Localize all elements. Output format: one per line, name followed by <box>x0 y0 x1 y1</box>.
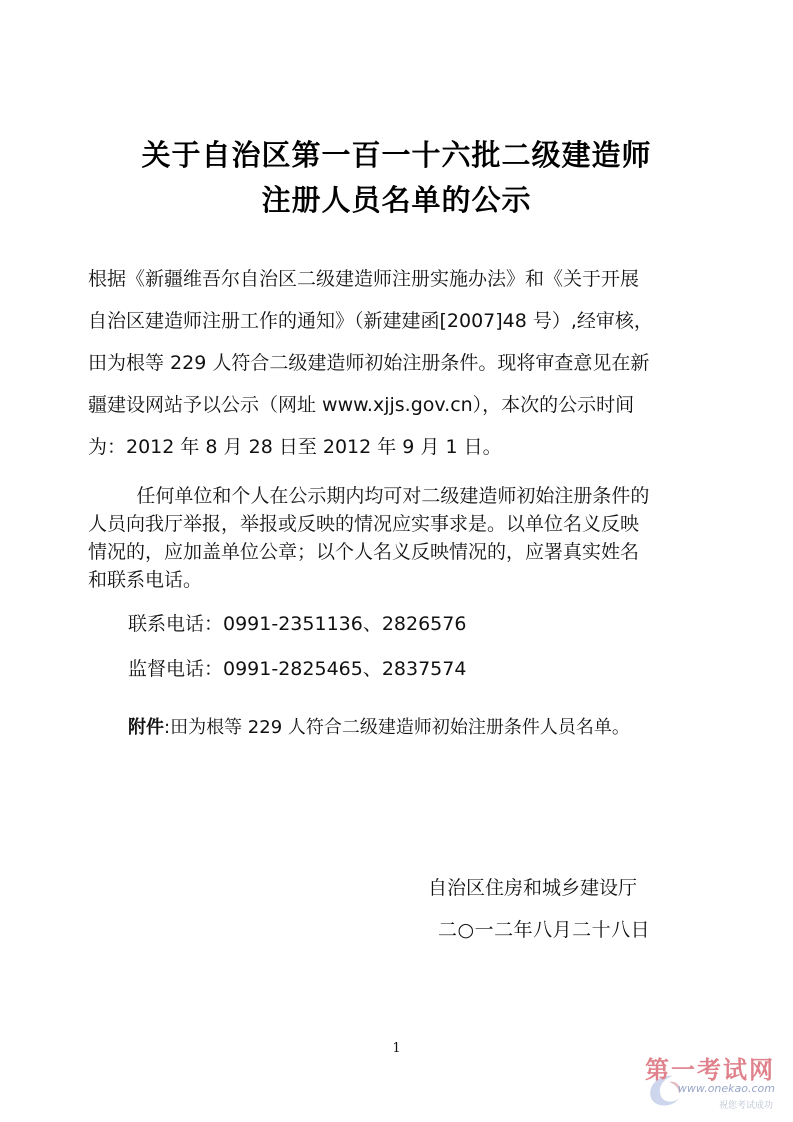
attachment-text: :田为根等 229 人符合二级建造师初始注册条件人员名单。 <box>164 717 630 738</box>
paragraph-line: 和联系电话。 <box>88 569 203 591</box>
watermark-logo <box>643 1050 783 1116</box>
signature-org: 自治区住房和城乡建设厅 <box>428 877 638 899</box>
document-title-line-1: 关于自治区第一百一十六批二级建造师 <box>141 138 652 172</box>
paragraph-line: 根据《新疆维吾尔自治区二级建造师注册实施办法》和《关于开展 <box>88 268 640 290</box>
watermark-url: www.onekao.com <box>677 1082 775 1095</box>
document-title-line-2: 注册人员名单的公示 <box>261 183 532 217</box>
paragraph-line: 人员向我厅举报，举报或反映的情况应实事求是。以单位名义反映 <box>88 513 640 535</box>
paragraph-line: 疆建设网站予以公示（网址 www.xjjs.gov.cn），本次的公示时间 <box>88 394 635 416</box>
attachment-label: 附件 <box>128 717 164 738</box>
attachment-note <box>128 713 630 739</box>
paragraph-line: 自治区建造师注册工作的通知》（新建建函[2007]48 号）,经审核， <box>88 310 653 332</box>
paragraph-report <box>88 482 718 594</box>
contact-phone: 联系电话：0991-2351136、2826576 <box>128 613 467 635</box>
paragraph-line: 任何单位和个人在公示期内均可对二级建造师初始注册条件的 <box>88 485 650 507</box>
watermark-slogan: 祝您考试成功 <box>718 1101 773 1111</box>
supervision-phone: 监督电话：0991-2825465、2837574 <box>128 658 467 680</box>
paragraph-line: 为：2012 年 8 月 28 日至 2012 年 9 月 1 日。 <box>88 436 502 458</box>
page-number: 1 <box>392 1041 401 1056</box>
signature-date: 二○一二年八月二十八日 <box>438 919 651 941</box>
paragraph-line: 田为根等 229 人符合二级建造师初始注册条件。现将审查意见在新 <box>88 352 650 374</box>
paragraph-basis <box>88 258 718 468</box>
paragraph-line: 情况的，应加盖单位公章；以个人名义反映情况的，应署真实姓名 <box>88 541 640 563</box>
watermark-brand: 第一考试网 <box>645 1055 775 1084</box>
